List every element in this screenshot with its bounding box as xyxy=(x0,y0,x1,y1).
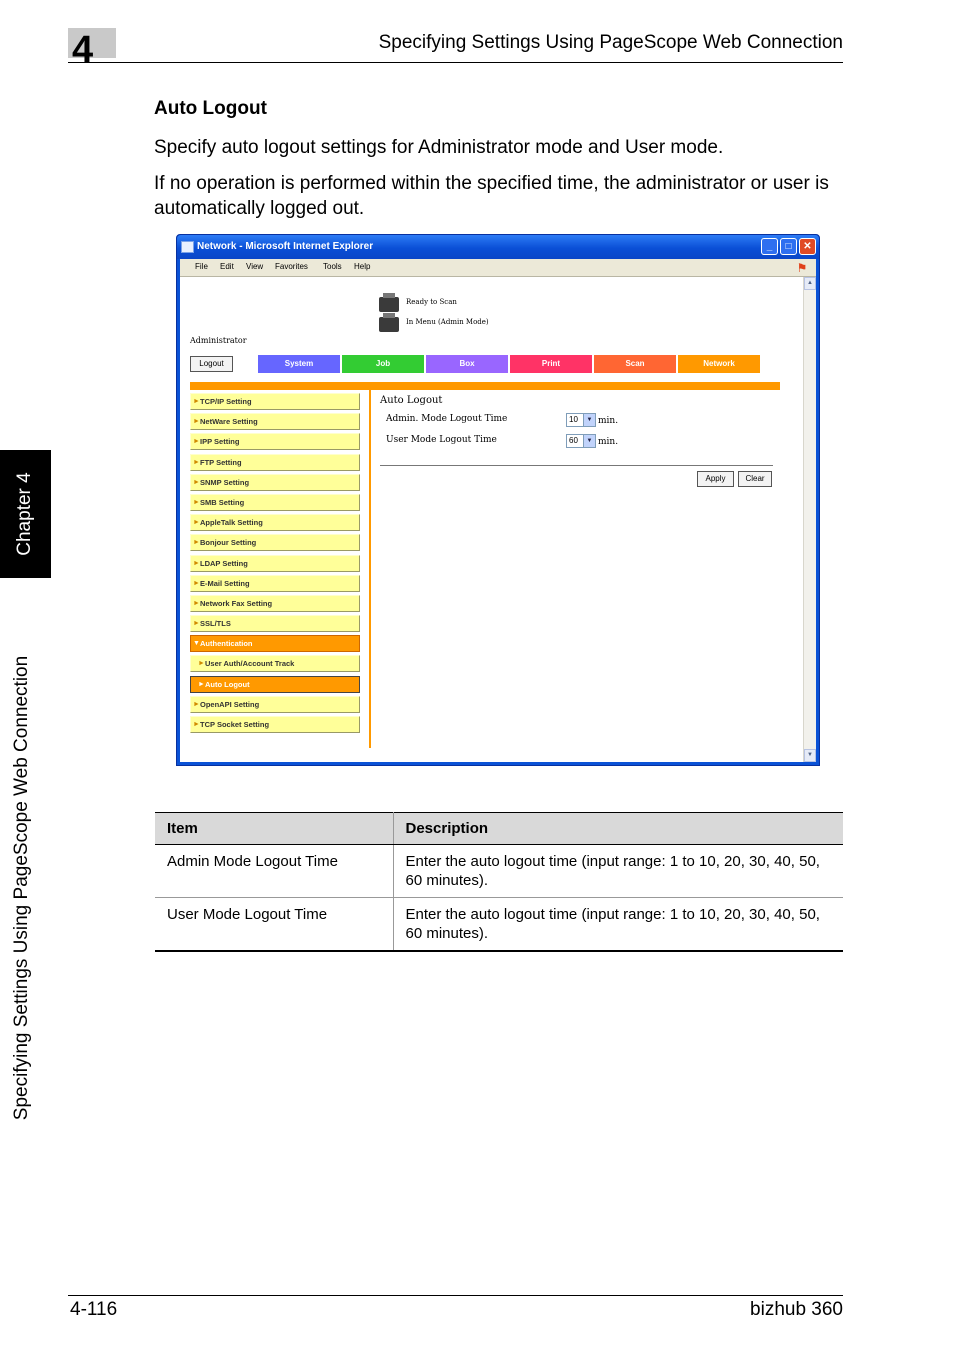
page-number: 4-116 xyxy=(70,1299,118,1320)
close-button[interactable]: ✕ xyxy=(799,238,816,255)
table-cell-item: Admin Mode Logout Time xyxy=(155,845,393,898)
content-title: Auto Logout xyxy=(380,395,443,406)
admin-logout-unit: min. xyxy=(598,416,619,426)
nav-item-label: TCP Socket Setting xyxy=(200,720,270,729)
running-header-title: Specifying Settings Using PageScope Web Connection xyxy=(378,32,843,53)
section-title: Auto Logout xyxy=(154,98,267,119)
arrow-right-icon: ► xyxy=(193,519,200,527)
arrow-right-icon: ► xyxy=(193,398,200,405)
nav-divider xyxy=(369,390,371,748)
network-side-menu xyxy=(190,393,362,736)
user-logout-value: 60 xyxy=(569,436,578,445)
arrow-right-icon: ► xyxy=(193,620,200,628)
tab-print[interactable]: Print xyxy=(510,355,592,373)
arrow-down-icon: ▼ xyxy=(193,640,200,648)
nav-item-label: FTP Setting xyxy=(200,457,242,467)
nav-item-bonjour[interactable] xyxy=(190,534,360,551)
column-header-item: Item xyxy=(155,813,393,845)
menu-help[interactable]: Help xyxy=(354,262,371,271)
nav-item-label: TCP/IP Setting xyxy=(200,397,252,406)
nav-item-ipp[interactable] xyxy=(190,433,360,450)
tab-network[interactable]: Network xyxy=(678,355,760,373)
arrow-right-icon: ► xyxy=(193,478,200,486)
nav-item-label: SMB Setting xyxy=(200,497,245,507)
settings-table xyxy=(155,812,843,952)
header-rule xyxy=(68,62,843,63)
side-tab-section-label: Specifying Settings Using PageScope Web Connection xyxy=(11,655,32,1121)
tab-scan[interactable]: Scan xyxy=(594,355,676,373)
arrow-right-icon: ► xyxy=(193,539,200,547)
main-tabs xyxy=(258,355,760,373)
printer-icon xyxy=(379,297,399,312)
nav-item-smb[interactable] xyxy=(190,494,360,511)
apply-button[interactable]: Apply xyxy=(697,471,734,487)
browser-window-title: Network - Microsoft Internet Explorer xyxy=(197,241,374,252)
menu-file[interactable]: File xyxy=(195,262,208,271)
admin-logout-label: Admin. Mode Logout Time xyxy=(386,414,508,424)
menu-favorites[interactable]: Favorites xyxy=(275,262,308,271)
tab-box[interactable]: Box xyxy=(426,355,508,373)
nav-item-ssl-tls[interactable] xyxy=(190,615,360,632)
arrow-right-icon: ► xyxy=(193,418,200,426)
nav-item-label: Network Fax Setting xyxy=(200,598,273,608)
user-logout-unit: min. xyxy=(598,437,619,447)
nav-item-label: Bonjour Setting xyxy=(200,538,257,548)
scroll-down-arrow-icon[interactable]: ▼ xyxy=(804,749,816,762)
nav-item-user-auth[interactable] xyxy=(190,655,360,672)
network-tab-bar xyxy=(190,382,780,390)
table-row xyxy=(155,845,843,898)
chapter-number: 4 xyxy=(72,29,94,71)
column-header-description: Description xyxy=(393,813,843,845)
nav-item-netware[interactable] xyxy=(190,413,360,430)
chevron-down-icon[interactable]: ▼ xyxy=(583,414,595,426)
description-paragraph: If no operation is performed within the specified time, the administrator or user is automatically logged out. xyxy=(154,173,829,219)
browser-content-area xyxy=(180,277,816,762)
nav-item-ftp[interactable] xyxy=(190,454,360,471)
nav-item-label: AppleTalk Setting xyxy=(200,518,263,528)
product-name: bizhub 360 xyxy=(750,1299,843,1320)
clear-button[interactable]: Clear xyxy=(738,471,772,487)
nav-item-label: E-Mail Setting xyxy=(200,578,250,588)
arrow-right-icon: ► xyxy=(193,599,200,607)
nav-item-tcpip[interactable] xyxy=(190,393,360,410)
maximize-button[interactable]: □ xyxy=(780,238,797,255)
nav-item-authentication[interactable] xyxy=(190,635,360,652)
footer-rule xyxy=(68,1295,843,1296)
nav-item-snmp[interactable] xyxy=(190,474,360,491)
nav-item-network-fax[interactable] xyxy=(190,595,360,612)
side-tab-chapter-label: Chapter 4 xyxy=(14,472,35,556)
printer-status-icon xyxy=(379,317,399,332)
nav-item-auto-logout[interactable] xyxy=(190,676,360,693)
browser-menubar xyxy=(180,259,816,277)
admin-logout-value: 10 xyxy=(569,415,578,424)
nav-item-label: User Auth/Account Track xyxy=(205,659,295,669)
nav-item-label: IPP Setting xyxy=(200,437,240,447)
nav-item-appletalk[interactable] xyxy=(190,514,360,531)
nav-item-openapi[interactable] xyxy=(190,696,360,713)
windows-flag-icon: ⚑ xyxy=(796,261,808,275)
table-cell-description: Enter the auto logout time (input range: 1 to 10, 20, 30, 40, 50, 60 minutes). xyxy=(393,845,843,898)
intro-paragraph: Specify auto logout settings for Administrator mode and User mode. xyxy=(154,137,724,158)
minimize-button[interactable]: _ xyxy=(761,238,778,255)
nav-item-ldap[interactable] xyxy=(190,555,360,572)
user-mode-label: Administrator xyxy=(190,336,247,345)
nav-item-label: NetWare Setting xyxy=(200,417,258,427)
table-cell-description: Enter the auto logout time (input range: 1 to 10, 20, 30, 40, 50, 60 minutes). xyxy=(393,898,843,952)
user-logout-label: User Mode Logout Time xyxy=(386,435,497,445)
logout-button[interactable]: Logout xyxy=(190,356,233,372)
nav-item-email[interactable] xyxy=(190,575,360,592)
arrow-right-icon: ► xyxy=(193,559,200,567)
chevron-down-icon[interactable]: ▼ xyxy=(583,435,595,447)
menu-view[interactable]: View xyxy=(246,262,264,271)
admin-logout-select[interactable] xyxy=(566,413,596,427)
nav-item-label: SNMP Setting xyxy=(200,477,250,487)
tab-system[interactable]: System xyxy=(258,355,340,373)
user-logout-select[interactable] xyxy=(566,434,596,448)
arrow-right-icon: ► xyxy=(198,680,205,688)
arrow-right-icon: ► xyxy=(193,458,200,466)
table-row xyxy=(155,898,843,952)
content-divider xyxy=(380,465,773,466)
table-header-row xyxy=(155,813,843,845)
table-cell-item: User Mode Logout Time xyxy=(155,898,393,952)
arrow-right-icon: ► xyxy=(193,721,200,728)
scroll-up-arrow-icon[interactable]: ▲ xyxy=(804,277,816,290)
tab-job[interactable]: Job xyxy=(342,355,424,373)
nav-item-label: LDAP Setting xyxy=(200,558,248,568)
status-ready: Ready to Scan xyxy=(406,298,457,306)
arrow-right-icon: ► xyxy=(193,498,200,506)
arrow-right-icon: ► xyxy=(193,438,200,446)
nav-item-label: OpenAPI Setting xyxy=(200,699,260,709)
browser-title-bar xyxy=(177,235,819,259)
nav-item-label: SSL/TLS xyxy=(200,619,231,629)
browser-window-screenshot xyxy=(176,234,820,766)
nav-item-label: Auto Logout xyxy=(205,679,250,689)
status-mode: In Menu (Admin Mode) xyxy=(406,318,489,326)
arrow-right-icon: ► xyxy=(193,700,200,708)
menu-tools[interactable]: Tools xyxy=(323,262,342,271)
ie-app-icon xyxy=(181,241,194,253)
nav-item-tcp-socket[interactable] xyxy=(190,716,360,733)
menu-edit[interactable]: Edit xyxy=(220,262,234,271)
nav-item-label: Authentication xyxy=(200,639,253,649)
vertical-scrollbar[interactable] xyxy=(803,277,816,762)
arrow-right-icon: ► xyxy=(198,660,205,668)
arrow-right-icon: ► xyxy=(193,579,200,587)
